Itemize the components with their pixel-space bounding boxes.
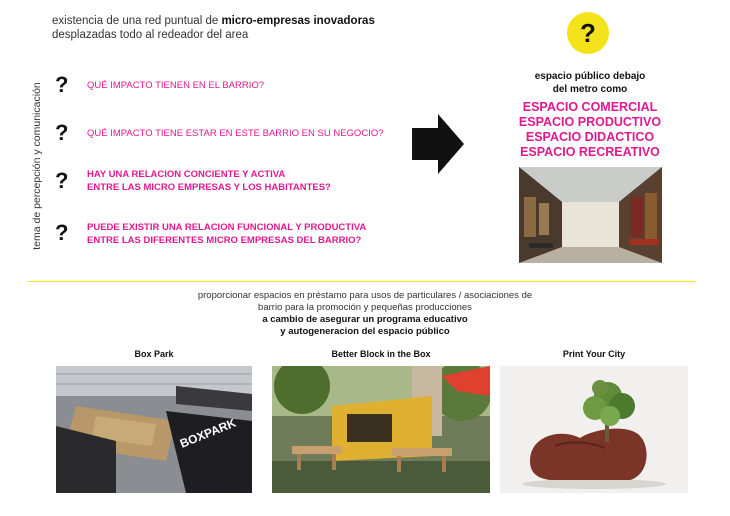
question-mark-icon: ? [55,120,69,145]
printyourcity-photo [500,366,688,493]
question-text: QUÉ IMPACTO TIENE ESTAR EN ESTE BARRIO EN SU NEGOCIO? [87,128,384,139]
space-types-list [510,100,670,160]
space-type: ESPACIO RECREATIVO [520,145,660,159]
side-label: tema de percepción y comunicación [31,82,43,250]
question-mark-icon: ? [55,168,69,193]
intro-line2: desplazadas todo al redeador del area [52,29,249,41]
question-mark-icon: ? [55,220,69,245]
arrow-right-icon [410,112,466,176]
question-text: PUEDE EXISTIR UNA RELACION FUNCIONAL Y PRODUCTIVA ENTRE LAS DIFERENTES MICRO EMPRESAS DEL BARRIO? [87,222,367,246]
case-title: Better Block in the Box [331,349,431,359]
space-type: ESPACIO COMERCIAL [522,100,658,114]
question-text: HAY UNA RELACION CONCIENTE Y ACTIVA ENTRE LAS MICRO EMPRESAS Y LOS HABITANTES? [87,169,331,193]
question-mark-icon: ? [55,72,69,97]
intro-line1: existencia de una red puntual de [52,15,222,27]
boxpark-photo [56,366,252,493]
space-type: ESPACIO PRODUCTIVO [518,115,662,129]
intro-highlight: micro-empresas inovadoras [221,15,375,27]
case-title: Print Your City [562,349,626,359]
intro-text [52,14,375,42]
space-type: ESPACIO DIDACTICO [525,130,655,144]
question-circle-icon: ? [567,12,609,54]
proposal-text: proporcionar espacios en préstamo para usos de particulares / asociaciones de barrio para la promoción y pequeñas producciones a cambio de asegurar un programa educativo y autogeneracion del espacio público [197,290,533,337]
betterblock-photo [272,366,490,493]
case-title: Box Park [134,349,174,359]
section-divider [28,281,696,282]
question-text: QUÉ IMPACTO TIENEN EN EL BARRIO? [87,80,265,91]
arcade-photo [519,167,662,263]
subtitle: espacio público debajo del metro como [534,71,646,95]
boxpark-logo: BOXPARK [177,415,238,451]
